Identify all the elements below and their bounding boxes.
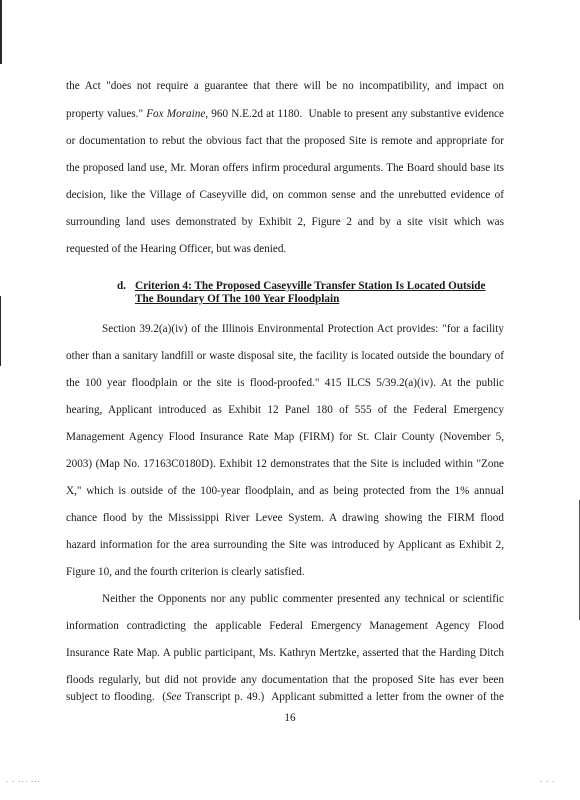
text-line: hearing, Applicant introduced as Exhibit 12 Panel 180 of 555 of the Federal Emergency	[66, 404, 504, 416]
text-line: chance flood by the Mississippi River Levee System. A drawing showing the FIRM flood	[66, 512, 504, 524]
text-line: information contradicting the applicable Federal Emergency Management Agency Flood	[66, 620, 504, 632]
text-line	[66, 690, 504, 704]
scan-artifact: · · ·	[540, 778, 556, 786]
scan-edge-mark	[0, 0, 2, 64]
text-line: Insurance Rate Map. A public participant, Ms. Kathryn Mertzke, asserted that the Harding Ditch	[66, 647, 504, 659]
text-line: 2003) (Map No. 17163C0180D). Exhibit 12 demonstrates that the Site is included within "Zone	[66, 458, 504, 470]
text-line: Section 39.2(a)(iv) of the Illinois Environmental Protection Act provides: "for a facility	[102, 323, 504, 335]
text-line: requested of the Hearing Officer, but was denied.	[66, 243, 287, 255]
case-citation: Fox Moraine	[146, 108, 206, 120]
text-line: floods regularly, but did not provide any documentation that the proposed Site has ever been	[66, 674, 504, 686]
heading-marker: d.	[117, 280, 127, 292]
text-line: surrounding land uses demonstrated by Exhibit 2, Figure 2 and by a site visit which was	[66, 216, 504, 228]
text-line: Neither the Opponents nor any public commenter presented any technical or scientific	[102, 593, 504, 605]
page-number: 16	[284, 712, 296, 724]
text-fragment: , 960 N.E.2d at 1180. Unable to present any substantive evidence	[205, 108, 504, 120]
text-line: the Act "does not require a guarantee that there will be no incompatibility, and impact on	[66, 80, 504, 92]
text-line	[66, 107, 504, 121]
text-fragment: subject to flooding. (	[66, 691, 166, 703]
text-fragment: property values."	[66, 108, 147, 120]
text-line: the 100 year floodplain or the site is flood-proofed." 415 ILCS 5/39.2(a)(iv). At the public	[66, 377, 504, 389]
text-line: Figure 10, and the fourth criterion is clearly satisfied.	[66, 566, 305, 578]
heading-line-1: Criterion 4: The Proposed Caseyville Transfer Station Is Located Outside	[135, 280, 486, 292]
text-line: X," which is outside of the 100-year floodplain, and as being protected from the 1% annual	[66, 485, 504, 497]
text-line: Management Agency Flood Insurance Rate Map (FIRM) for St. Clair County (November 5,	[66, 431, 504, 443]
text-line: other than a sanitary landfill or waste disposal site, the facility is located outside the boundary of	[66, 350, 504, 362]
section-heading	[135, 292, 339, 306]
text-line: the proposed land use, Mr. Moran offers infirm procedural arguments. The Board should base its	[66, 162, 504, 174]
citation-signal: See	[165, 691, 182, 703]
text-line: decision, like the Village of Caseyville did, on common sense and the unrebutted evidence of	[66, 189, 504, 201]
scan-artifact: · · ··· ···	[6, 778, 41, 786]
scan-edge-mark	[0, 296, 1, 366]
section-heading	[117, 279, 485, 293]
text-line: or documentation to rebut the obvious fact that the proposed Site is remote and appropriate for	[66, 135, 504, 147]
text-fragment: Transcript p. 49.) Applicant submitted a letter from the owner of the	[181, 691, 504, 703]
text-line: hazard information for the area surrounding the Site was introduced by Applicant as Exhibit 2,	[66, 539, 504, 551]
heading-line-2: The Boundary Of The 100 Year Floodplain	[135, 293, 340, 305]
